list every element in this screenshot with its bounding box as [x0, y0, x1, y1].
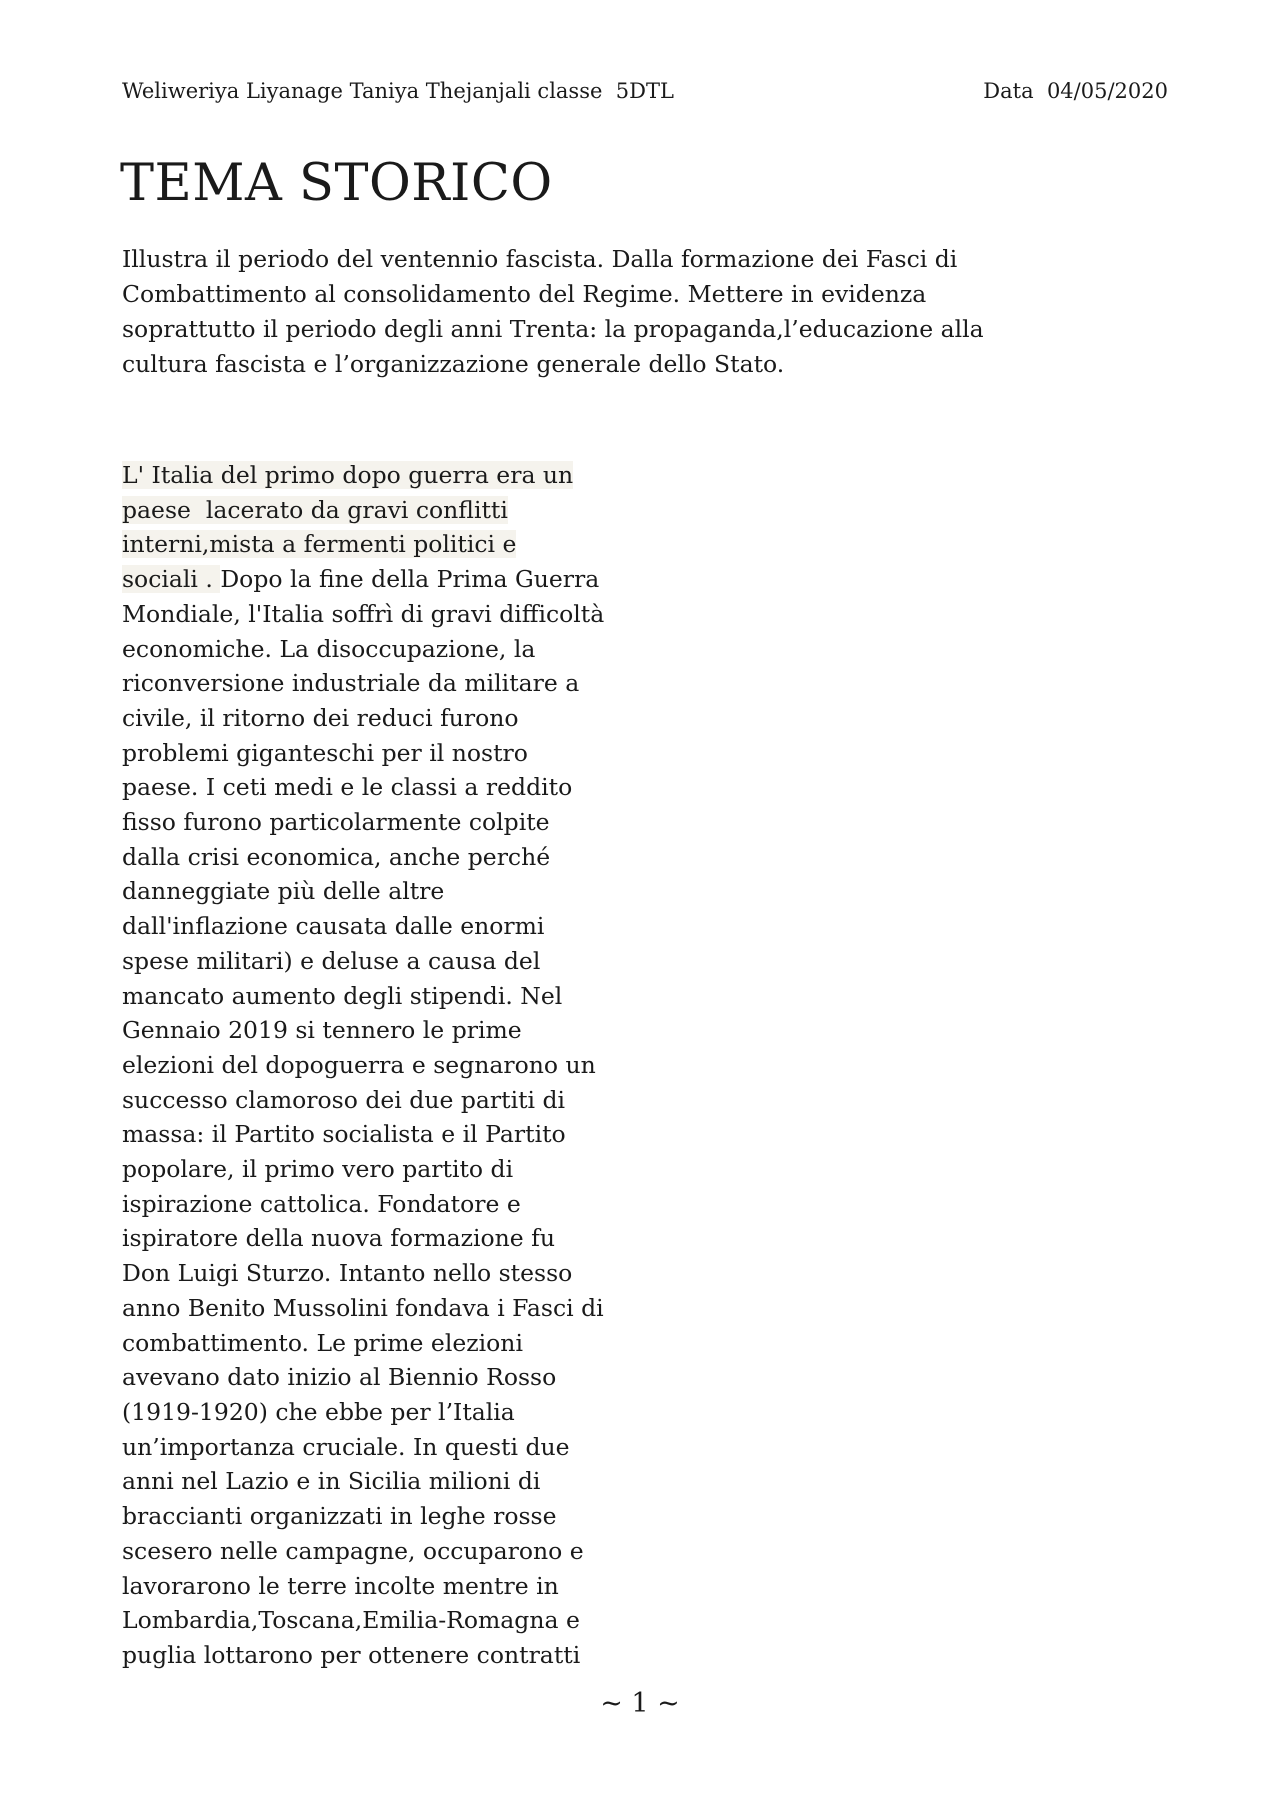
body-line: mancato aumento degli stipendi. Nel: [122, 981, 563, 1010]
page-number: ~ 1 ~: [600, 1688, 680, 1719]
body-line: problemi giganteschi per il nostro: [122, 738, 528, 767]
body-line: ispiratore della nuova formazione fu: [122, 1224, 555, 1253]
document-title: TEMA STORICO: [120, 154, 553, 213]
highlighted-text: L' Italia del primo dopo guerra era un: [122, 461, 574, 489]
page-header: [122, 76, 1168, 106]
prompt-line: Illustra il periodo del ventennio fascista. Dalla formazione dei Fasci di: [122, 245, 958, 273]
body-line: riconversione industriale da militare a: [122, 669, 580, 698]
body-line: economiche. La disoccupazione, la: [122, 634, 536, 663]
body-line: paese. I ceti medi e le classi a reddito: [122, 773, 573, 802]
prompt-line: cultura fascista e l’organizzazione generale dello Stato.: [122, 350, 785, 378]
essay-body: [122, 458, 682, 1673]
body-line: Lombardia,Toscana,Emilia-Romagna e: [122, 1606, 580, 1635]
body-line: massa: il Partito socialista e il Partito: [122, 1120, 566, 1149]
body-line: braccianti organizzati in leghe rosse: [122, 1502, 557, 1531]
body-line: anno Benito Mussolini fondava i Fasci di: [122, 1293, 604, 1322]
body-line: successo clamoroso dei due partiti di: [122, 1085, 566, 1114]
highlighted-text: sociali .: [122, 565, 221, 594]
body-line: lavorarono le terre incolte mentre in: [122, 1571, 559, 1600]
body-line: danneggiate più delle altre: [122, 877, 445, 906]
body-line: [122, 458, 682, 493]
student-name-class: Weliweriya Liyanage Taniya Thejanjali classe 5DTL: [122, 79, 674, 103]
body-line: [122, 527, 682, 562]
body-line: elezioni del dopoguerra e segnarono un: [122, 1050, 596, 1079]
body-line: puglia lottarono per ottenere contratti: [122, 1640, 581, 1669]
body-line: combattimento. Le prime elezioni: [122, 1328, 523, 1357]
body-line: Mondiale, l'Italia soffrì di gravi difficoltà: [122, 599, 605, 628]
assignment-prompt: [122, 242, 1182, 382]
highlighted-text: paese lacerato da gravi conflitti: [122, 495, 508, 524]
body-line: un’importanza cruciale. In questi due: [122, 1432, 570, 1461]
body-line: civile, il ritorno dei reduci furono: [122, 703, 519, 732]
prompt-line: soprattutto il periodo degli anni Trenta: la propaganda,l’educazione alla: [122, 315, 984, 343]
body-line: scesero nelle campagne, occuparono e: [122, 1536, 584, 1565]
body-line: Don Luigi Sturzo. Intanto nello stesso: [122, 1259, 573, 1288]
body-line: [122, 562, 682, 597]
highlighted-text: interni,mista a fermenti politici e: [122, 530, 517, 559]
body-line: dalla crisi economica, anche perché: [122, 842, 551, 871]
body-line: spese militari) e deluse a causa del: [122, 946, 541, 975]
body-line: anni nel Lazio e in Sicilia milioni di: [122, 1467, 541, 1496]
body-text-segment: Dopo la fine della Prima Guerra: [220, 565, 600, 594]
date-label: Data 04/05/2020: [983, 79, 1168, 103]
body-line: ispirazione cattolica. Fondatore e: [122, 1189, 521, 1218]
body-line: Gennaio 2019 si tennero le prime: [122, 1016, 522, 1045]
prompt-line: Combattimento al consolidamento del Regime. Mettere in evidenza: [122, 280, 927, 308]
body-line: dall'inflazione causata dalle enormi: [122, 912, 545, 941]
body-line: (1919-1920) che ebbe per l’Italia: [122, 1397, 515, 1426]
body-line: avevano dato inizio al Biennio Rosso: [122, 1363, 557, 1392]
body-line: popolare, il primo vero partito di: [122, 1155, 514, 1184]
body-line: fisso furono particolarmente colpite: [122, 808, 550, 837]
body-line: [122, 493, 682, 528]
